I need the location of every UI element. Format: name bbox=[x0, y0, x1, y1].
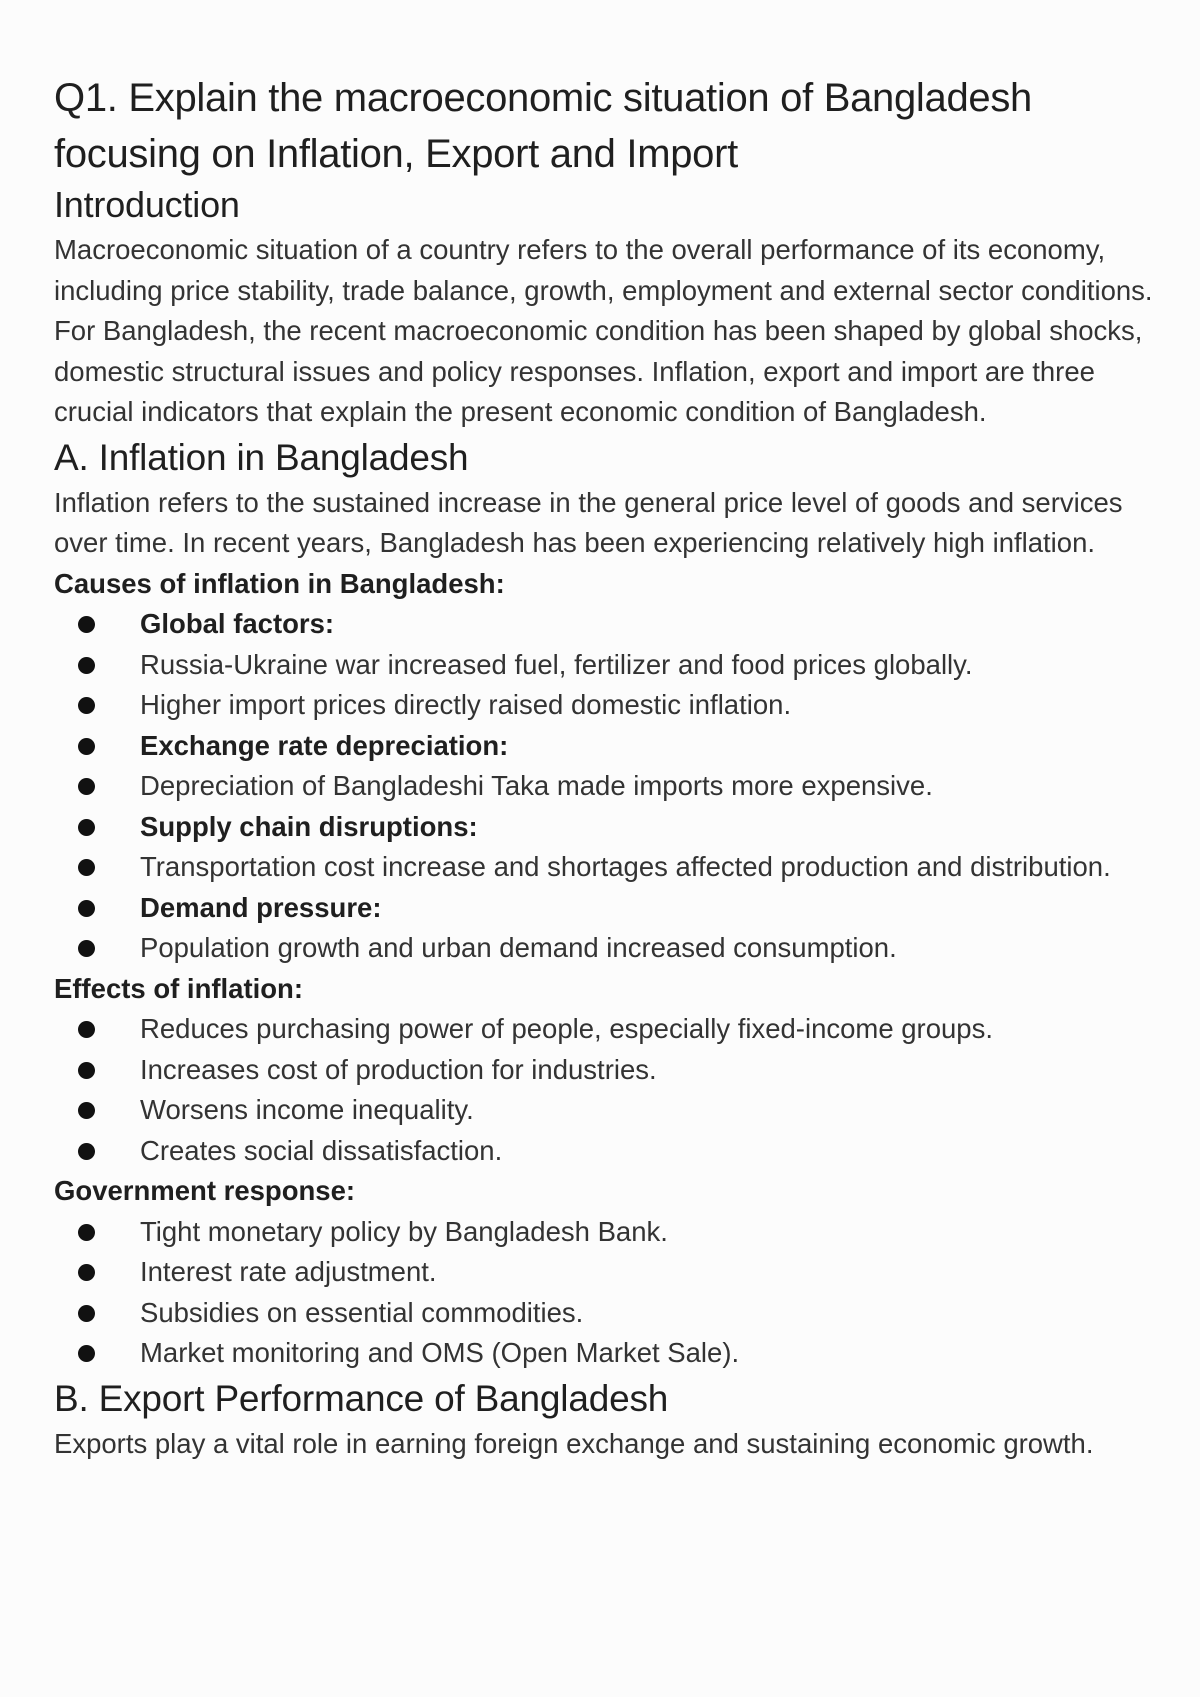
bullet-icon bbox=[78, 697, 95, 714]
list-item: Interest rate adjustment. bbox=[54, 1252, 1160, 1293]
introduction-paragraph: Macroeconomic situation of a country refers to the overall performance of its economy, including price stability, trade balance, growth, employment and external sector conditions. For Bangladesh, the recent macroeconomic condition has been shaped by global shocks, domestic structural issues and policy responses. Inflation, export and import are three crucial indicators that explain the present economic condition of Bangladesh. bbox=[54, 234, 1153, 427]
bullet-icon bbox=[78, 1062, 95, 1079]
bullet-icon bbox=[78, 1102, 95, 1119]
list-item: Worsens income inequality. bbox=[54, 1090, 1160, 1131]
list-item: Subsidies on essential commodities. bbox=[54, 1293, 1160, 1334]
inflation-paragraph: Inflation refers to the sustained increase in the general price level of goods and services over time. In recent years, Bangladesh has been experiencing relatively high inflation. bbox=[54, 486, 1123, 558]
bullet-icon bbox=[78, 900, 95, 917]
list-item: Global factors: bbox=[54, 604, 1160, 645]
bullet-icon bbox=[78, 1021, 95, 1038]
bullet-icon bbox=[78, 778, 95, 795]
effects-list bbox=[54, 1009, 1160, 1171]
list-item: Tight monetary policy by Bangladesh Bank. bbox=[54, 1212, 1160, 1253]
causes-list bbox=[54, 604, 1160, 969]
bullet-icon bbox=[78, 1264, 95, 1281]
export-heading: B. Export Performance of Bangladesh bbox=[54, 1377, 669, 1419]
causes-heading: Causes of inflation in Bangladesh: bbox=[54, 567, 505, 599]
bullet-icon bbox=[78, 657, 95, 674]
list-item: Reduces purchasing power of people, especially fixed-income groups. bbox=[54, 1009, 1160, 1050]
page-title: Q1. Explain the macroeconomic situation of Bangladesh focusing on Inflation, Export and Import bbox=[54, 76, 1033, 176]
bullet-icon bbox=[78, 738, 95, 755]
bullet-icon bbox=[78, 940, 95, 957]
list-item: Depreciation of Bangladeshi Taka made imports more expensive. bbox=[54, 766, 1160, 807]
list-item: Creates social dissatisfaction. bbox=[54, 1131, 1160, 1172]
government-response-heading: Government response: bbox=[54, 1175, 356, 1206]
introduction-heading: Introduction bbox=[54, 184, 240, 225]
list-item: Transportation cost increase and shortages affected production and distribution. bbox=[54, 847, 1160, 888]
bullet-icon bbox=[78, 1305, 95, 1322]
bullet-icon bbox=[78, 1345, 95, 1362]
inflation-heading: A. Inflation in Bangladesh bbox=[54, 436, 469, 478]
list-item: Russia-Ukraine war increased fuel, fertilizer and food prices globally. bbox=[54, 645, 1160, 686]
effects-heading: Effects of inflation: bbox=[54, 972, 304, 1004]
list-item: Increases cost of production for industries. bbox=[54, 1050, 1160, 1091]
list-item: Market monitoring and OMS (Open Market Sale). bbox=[54, 1333, 1160, 1374]
bullet-icon bbox=[78, 819, 95, 836]
list-item: Population growth and urban demand increased consumption. bbox=[54, 928, 1160, 969]
bullet-icon bbox=[78, 859, 95, 876]
bullet-icon bbox=[78, 1143, 95, 1160]
list-item: Higher import prices directly raised domestic inflation. bbox=[54, 685, 1160, 726]
list-item: Demand pressure: bbox=[54, 888, 1160, 929]
bullet-icon bbox=[78, 1224, 95, 1241]
export-paragraph: Exports play a vital role in earning foreign exchange and sustaining economic growth. bbox=[54, 1427, 1094, 1459]
bullet-icon bbox=[78, 616, 95, 633]
government-response-list bbox=[54, 1212, 1160, 1374]
list-item: Exchange rate depreciation: bbox=[54, 726, 1160, 767]
list-item: Supply chain disruptions: bbox=[54, 807, 1160, 848]
